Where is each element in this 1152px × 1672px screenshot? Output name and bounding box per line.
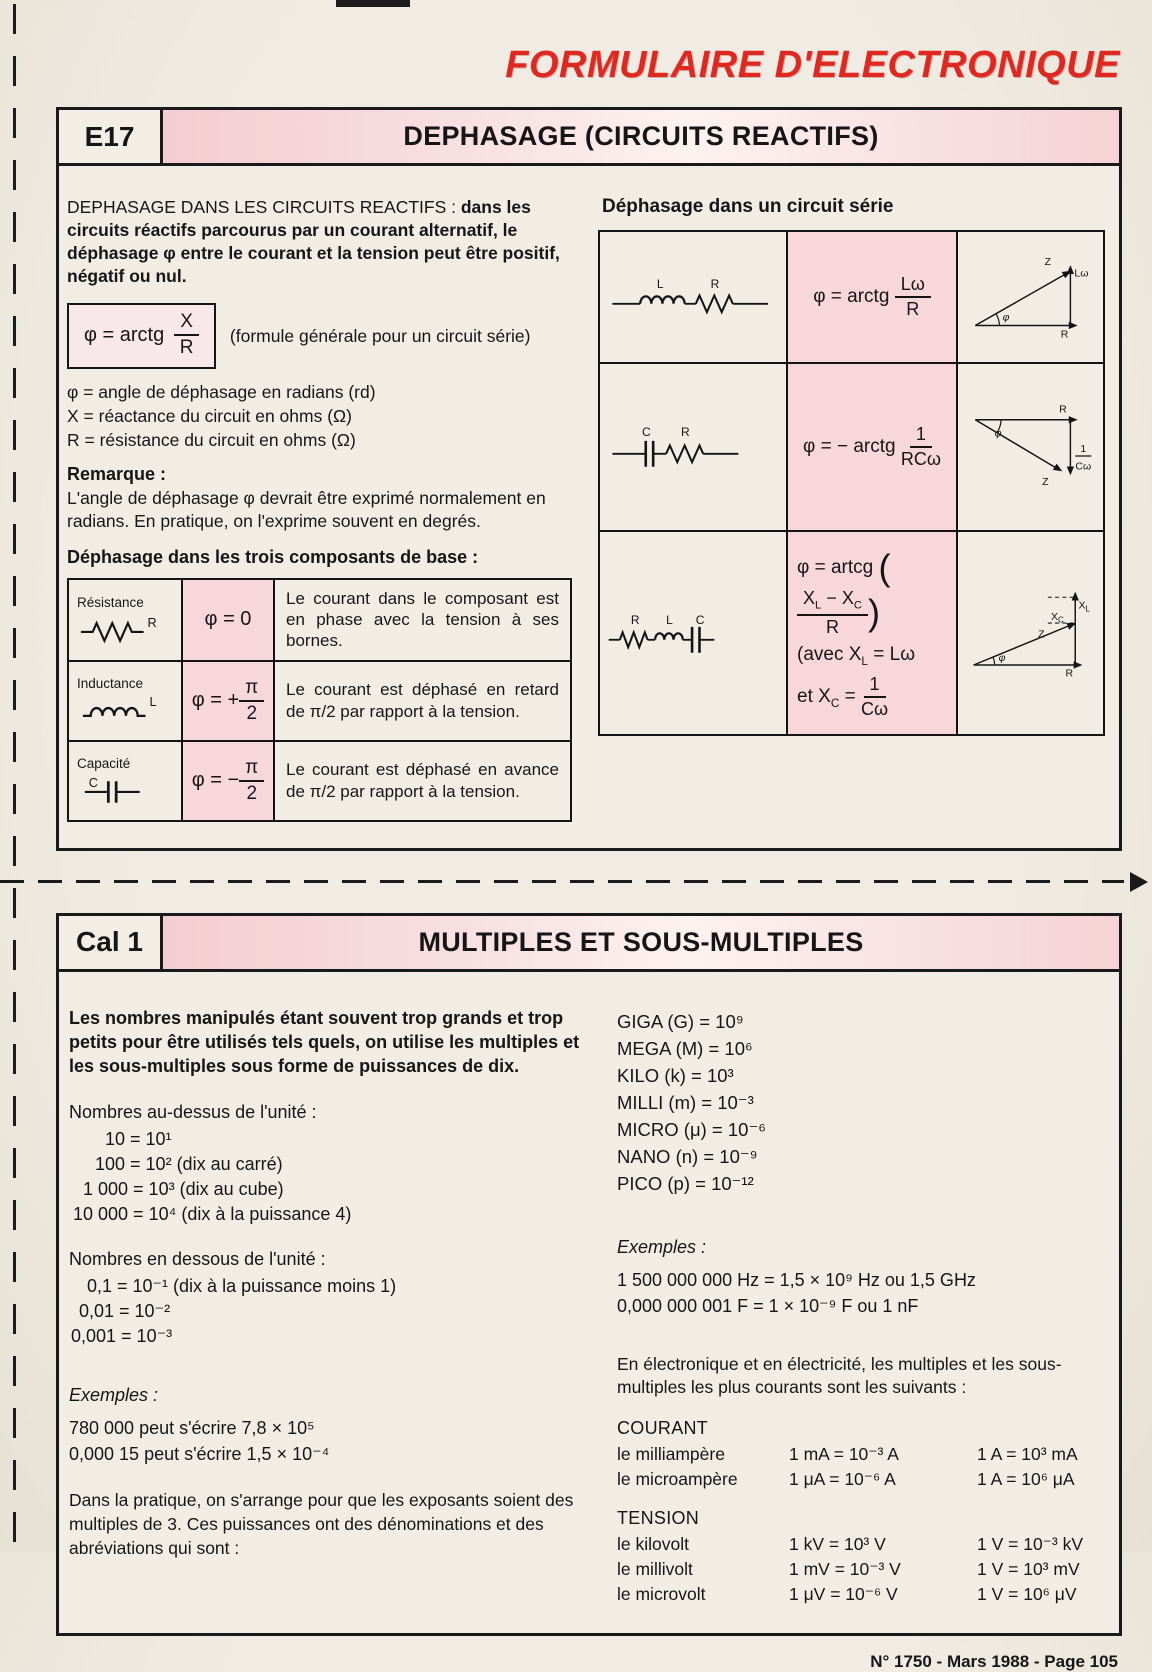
section-e17-banner [163,110,1119,163]
component-description: Le courant est déphasé en retard de π/2 par rapport à la tension. [274,661,571,741]
e17-left-column [67,196,572,822]
definitions [67,382,572,451]
circuit-label: L [666,612,673,627]
unit-cell: 1 V = 10⁻³ kV [977,1533,1084,1554]
circuit-label: R [710,276,720,291]
example-line: 1 500 000 000 Hz = 1,5 × 10⁹ Hz ou 1,5 GHz [617,1269,976,1290]
prefix-line: KILO (k) = 10³ [617,1064,734,1086]
section-cal1 [56,913,1122,1636]
unit-cell: 1 mA = 10⁻³ A [789,1443,899,1464]
example-line: 780 000 peut s'écrire 7,8 × 10⁵ [69,1418,315,1439]
prefix-line: MILLI (m) = 10⁻³ [617,1091,754,1113]
section-cal1-title: MULTIPLES ET SOUS-MULTIPLES [418,926,864,957]
phasor-label: $X_C$ [1051,612,1064,625]
tension-table [617,1534,1103,1605]
phasor-label: R [1060,329,1069,341]
component-name: Résistance [77,594,144,610]
cal1-intro: Les nombres manipulés étant souvent trop grands et trop petits pour être utilisés tels quels, on utilise les multiples et les sous-multiples sous forme de puissances de dix. [69,1007,580,1077]
intro-bold: dans les circuits réactifs parcourus par un courant alternatif, le déphasage φ entre le courant et la tension peut être positif, négatif ou nul. [67,197,560,287]
unit-cell: le millivolt [617,1558,693,1579]
number-line: 10 000 = 10⁴ (dix à la puissance 4) [73,1204,352,1225]
section-e17-code: E17 [59,110,163,163]
cal1-left-column [69,1006,589,1605]
component-symbol-label: R [147,615,157,630]
tension-title: TENSION [617,1507,700,1528]
page-footer: N° 1750 - Mars 1988 - Page 105 [870,1651,1118,1671]
number-line: 0,001 = 10⁻³ [71,1326,173,1347]
formula-cell: φ = − arctg $\frac{1}{\text{RCω}}$ [787,363,957,531]
formula-cell: φ = artcg ( $\frac{X_L - X_C}{R}$ ) (avec $X_L = L\omega$ et $X_C$ = $\frac{1}{C\omega}$ [787,531,957,735]
cal1-right-column [617,1006,1103,1605]
table-row [599,363,1104,531]
section-cal1-body [59,972,1119,1633]
intro-paragraph [67,196,572,288]
phasor-label: φ [998,653,1006,665]
example-line: 0,000 15 peut s'écrire 1,5 × 10⁻⁴ [69,1444,330,1465]
left-perforation-line [13,4,16,1552]
table-row [599,231,1104,363]
inductor-icon [77,697,171,724]
number-line: 0,1 = 10⁻¹ (dix à la puissance moins 1) [87,1276,397,1297]
prefix-line: MICRO (μ) = 10⁻⁶ [617,1118,766,1140]
number-line: 100 = 10² (dix au carré) [95,1154,283,1175]
above-unity-title: Nombres au-dessus de l'unité : [69,1102,317,1123]
phasor-fraction-den: Cω [1075,461,1092,473]
table-row [68,661,571,741]
phi-value-cell: φ = + $\frac{\pi}{2}$ [182,661,274,741]
unit-cell: le microampère [617,1468,738,1489]
examples-label: Exemples : [69,1385,159,1406]
definition-line: X = réactance du circuit en ohms (Ω) [67,406,352,427]
cr-series-circuit-diagram [605,426,781,469]
unit-cell: le milliampère [617,1443,725,1464]
example-line: 0,000 000 001 F = 1 × 10⁻⁹ F ou 1 nF [617,1295,919,1316]
prefix-line: NANO (n) = 10⁻⁹ [617,1145,758,1167]
cut-line [0,871,1150,893]
component-description: Le courant est déphasé en avance de π/2 par rapport à la tension. [274,741,571,821]
circuit-label: C [642,425,651,439]
definition-line: R = résistance du circuit en ohms (Ω) [67,430,356,451]
formula-note: (formule générale pour un circuit série) [229,325,531,346]
unit-cell: 1 μA = 10⁻⁶ A [789,1468,896,1489]
phasor-diagram-rl [964,253,1097,342]
examples-label: Exemples : [617,1236,707,1257]
section-e17 [56,107,1122,851]
phasor-diagram-rc [964,402,1097,492]
circuit-label: C [695,612,705,627]
definition-line: φ = angle de déphasage en radians (rd) [67,382,376,403]
section-e17-header [59,110,1119,166]
unit-cell: le kilovolt [617,1533,689,1554]
unit-cell: 1 A = 10³ mA [977,1443,1078,1464]
phasor-label: φ [994,428,1002,440]
phasor-label: Z [1044,256,1052,268]
number-line: 10 = 10¹ [105,1129,172,1150]
phasor-label: Lω [1074,268,1089,280]
resistor-icon [77,616,171,643]
phasor-label: φ [1002,312,1010,324]
main-formula [67,303,216,369]
components-table-title: Déphasage dans les trois composants de base : [67,546,479,567]
formula-prefix: φ = arctg [84,323,165,346]
serie-table-title: Déphasage dans un circuit série [602,196,894,217]
component-description: Le courant dans le composant est en phase avec la tension à ses bornes. [274,579,571,661]
scan-artifact [336,0,410,7]
phasor-fraction-num: 1 [1080,443,1087,455]
circuit-label: R [630,612,640,627]
e17-right-column [598,196,1105,822]
section-e17-body [59,166,1119,848]
serie-table [598,230,1105,736]
phasor-label: R [1065,668,1074,680]
section-e17-title: DEPHASAGE (CIRCUITS REACTIFS) [403,121,879,151]
practice-paragraph: Dans la pratique, on s'arrange pour que les exposants soient des multiples de 3. Ces puissances ont des dénominations et des abréviations qui sont : [69,1490,574,1558]
unit-cell: 1 kV = 10³ V [789,1533,886,1554]
formula-fraction: $\frac{X}{R}$ [174,312,199,358]
intro-lead: DEPHASAGE DANS LES CIRCUITS REACTIFS : [67,197,461,217]
main-formula-row [67,303,572,369]
phi-value-cell: φ = 0 [182,579,274,661]
courant-table [617,1444,1103,1490]
component-symbol-label: L [149,696,157,709]
phasor-label: Z [1038,629,1045,641]
table-row [68,579,571,661]
unit-cell: 1 V = 10³ mV [977,1558,1080,1579]
circuit-label: R [680,425,690,439]
courant-title: COURANT [617,1417,709,1438]
phasor-label: $X_L$ [1078,600,1090,614]
phasor-label: R [1059,404,1067,416]
section-cal1-code: Cal 1 [59,916,163,969]
unit-cell: 1 A = 10⁶ μA [977,1468,1075,1489]
lr-series-circuit-diagram [605,276,781,319]
section-cal1-banner [163,916,1119,969]
component-name: Inductance [77,675,144,691]
below-unity-title: Nombres en dessous de l'unité : [69,1249,326,1270]
common-units-paragraph: En électronique et en électricité, les multiples et les sous-multiples les plus courants sont les suivants : [617,1353,1062,1398]
prefix-line: PICO (p) = 10⁻¹² [617,1172,754,1194]
components-table [67,578,572,822]
remark-title: Remarque : [67,464,167,485]
cut-arrow-icon [1130,872,1148,892]
table-row [599,531,1104,735]
phasor-label: Z [1042,476,1049,488]
unit-cell: 1 μV = 10⁻⁶ V [789,1583,898,1604]
phi-value-cell: φ = − $\frac{\pi}{2}$ [182,741,274,821]
component-symbol-label: C [88,776,98,790]
circuit-label: L [656,276,664,291]
table-row [68,741,571,821]
remark-text: L'angle de déphasage φ devrait être exprimé normalement en radians. En pratique, on l'exprime souvent en degrés. [67,488,546,531]
component-name: Capacité [77,755,131,771]
prefix-line: MEGA (M) = 10⁶ [617,1037,753,1059]
number-line: 1 000 = 10³ (dix au cube) [83,1179,284,1200]
number-line: 0,01 = 10⁻² [79,1301,171,1322]
formula-cell: φ = arctg $\frac{L\omega}{R}$ [787,231,957,363]
page-title: FORMULAIRE D'ELECTRONIQUE [505,44,1120,86]
rlc-series-circuit-diagram [605,612,781,655]
section-cal1-header [59,916,1119,972]
unit-cell: le microvolt [617,1583,706,1604]
unit-cell: 1 V = 10⁶ μV [977,1583,1077,1604]
prefix-line: GIGA (G) = 10⁹ [617,1010,744,1032]
phasor-diagram-rlc [964,586,1097,680]
unit-cell: 1 mV = 10⁻³ V [789,1558,901,1579]
capacitor-icon [77,777,171,804]
